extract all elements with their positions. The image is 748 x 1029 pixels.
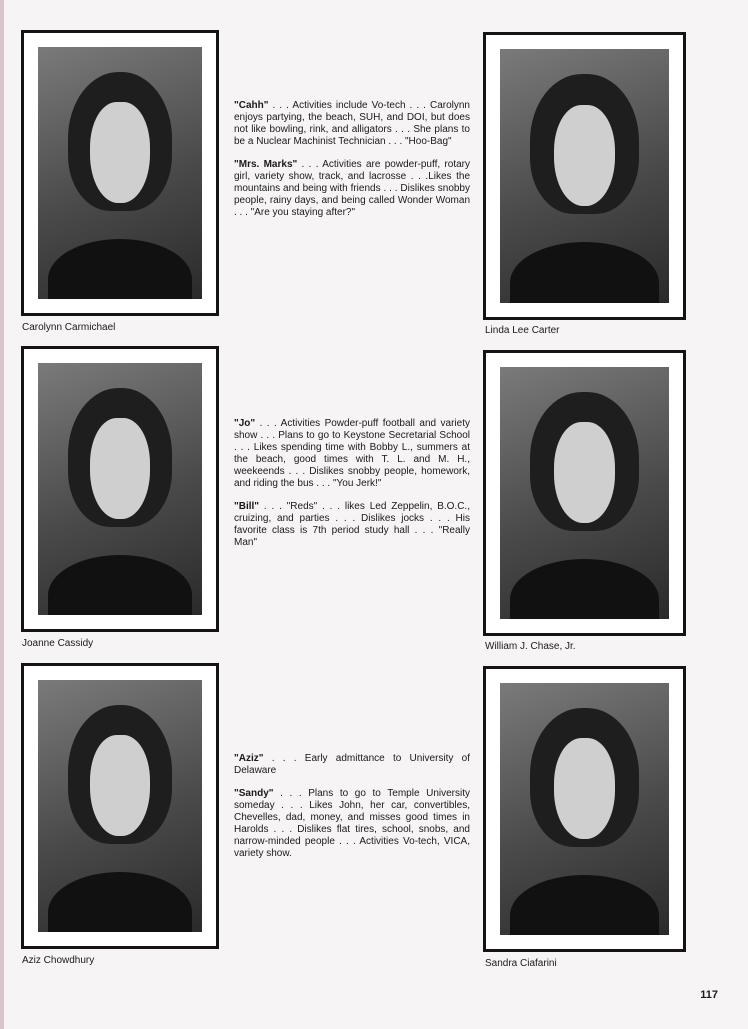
blurb-william <box>234 501 470 549</box>
nickname: "Sandy" <box>234 788 274 799</box>
blurb-group-row2 <box>234 418 470 560</box>
nickname: "Aziz" <box>234 753 264 764</box>
senior-name: Linda Lee Carter <box>485 325 560 336</box>
senior-name: Joanne Cassidy <box>22 638 94 649</box>
portrait-frame-sandra <box>483 666 686 952</box>
portrait-frame-william <box>483 350 686 636</box>
portrait-photo <box>38 680 202 932</box>
nickname: "Bill" <box>234 501 260 512</box>
portrait-frame-aziz <box>21 663 219 949</box>
portrait-photo <box>38 363 202 615</box>
blurb-linda <box>234 159 470 219</box>
portrait-photo <box>38 47 202 299</box>
blurb-joanne <box>234 418 470 490</box>
nickname: "Jo" <box>234 418 256 429</box>
portrait-frame-linda <box>483 32 686 320</box>
page-number: 117 <box>700 989 718 1001</box>
blurb-carolynn <box>234 100 470 148</box>
portrait-photo <box>500 683 669 935</box>
nickname: "Mrs. Marks" <box>234 159 298 170</box>
nickname: "Cahh" <box>234 100 269 111</box>
blurb-group-row3 <box>234 753 470 871</box>
blurb-group-row1 <box>234 100 470 230</box>
blurb-text: . . . Early admittance to University of Delaware <box>234 753 470 776</box>
blurb-text: . . . Plans to go to Temple University someday . . . Likes John, her car, convertibles, Chevelles, dad, money, and misses good times in Harolds . . . Dislikes flat tires, school, snobs, and narrow-minded people . . . Activities Vo-tech, VICA, variety show. <box>234 788 470 859</box>
portrait-photo <box>500 49 669 303</box>
portrait-frame-joanne <box>21 346 219 632</box>
senior-name: Aziz Chowdhury <box>22 955 95 966</box>
portrait-frame-carolynn <box>21 30 219 316</box>
portrait-photo <box>500 367 669 619</box>
blurb-text: . . . Activities are powder-puff, rotary girl, variety show, track, and lacrosse . . .Likes the mountains and being with friends . . . Dislikes snobby people, rainy days, and being called Wonder Woman . . . "Are you staying after?" <box>234 159 470 218</box>
blurb-text: . . . Activities include Vo-tech . . . Carolynn enjoys partying, the beach, SUH, and DOI, but does not like bowling, rink, and alligators . . . She plans to be a Nuclear Machinist Technician . . . "Hoo-Bag" <box>234 100 470 147</box>
senior-name: Sandra Ciafarini <box>485 958 557 969</box>
blurb-sandra <box>234 788 470 860</box>
blurb-text: . . . Activities Powder-puff football and variety show . . . Plans to go to Keystone Secretarial School . . . Likes spending time with Bobby L., summers at the beach, good times with T. L. and M. H., weekeends . . . Dislikes snobby people, homework, and riding the bus . . . "You Jerk!" <box>234 418 470 489</box>
blurb-aziz <box>234 753 470 777</box>
senior-name: William J. Chase, Jr. <box>485 641 576 652</box>
blurb-text: . . . "Reds" . . . likes Led Zeppelin, B.O.C., cruizing, and parties . . . Dislikes jocks . . . His favorite class is 7th period study hall . . . "Really Man" <box>234 501 470 548</box>
senior-name: Carolynn Carmichael <box>22 322 116 333</box>
page-edge <box>0 0 4 1029</box>
